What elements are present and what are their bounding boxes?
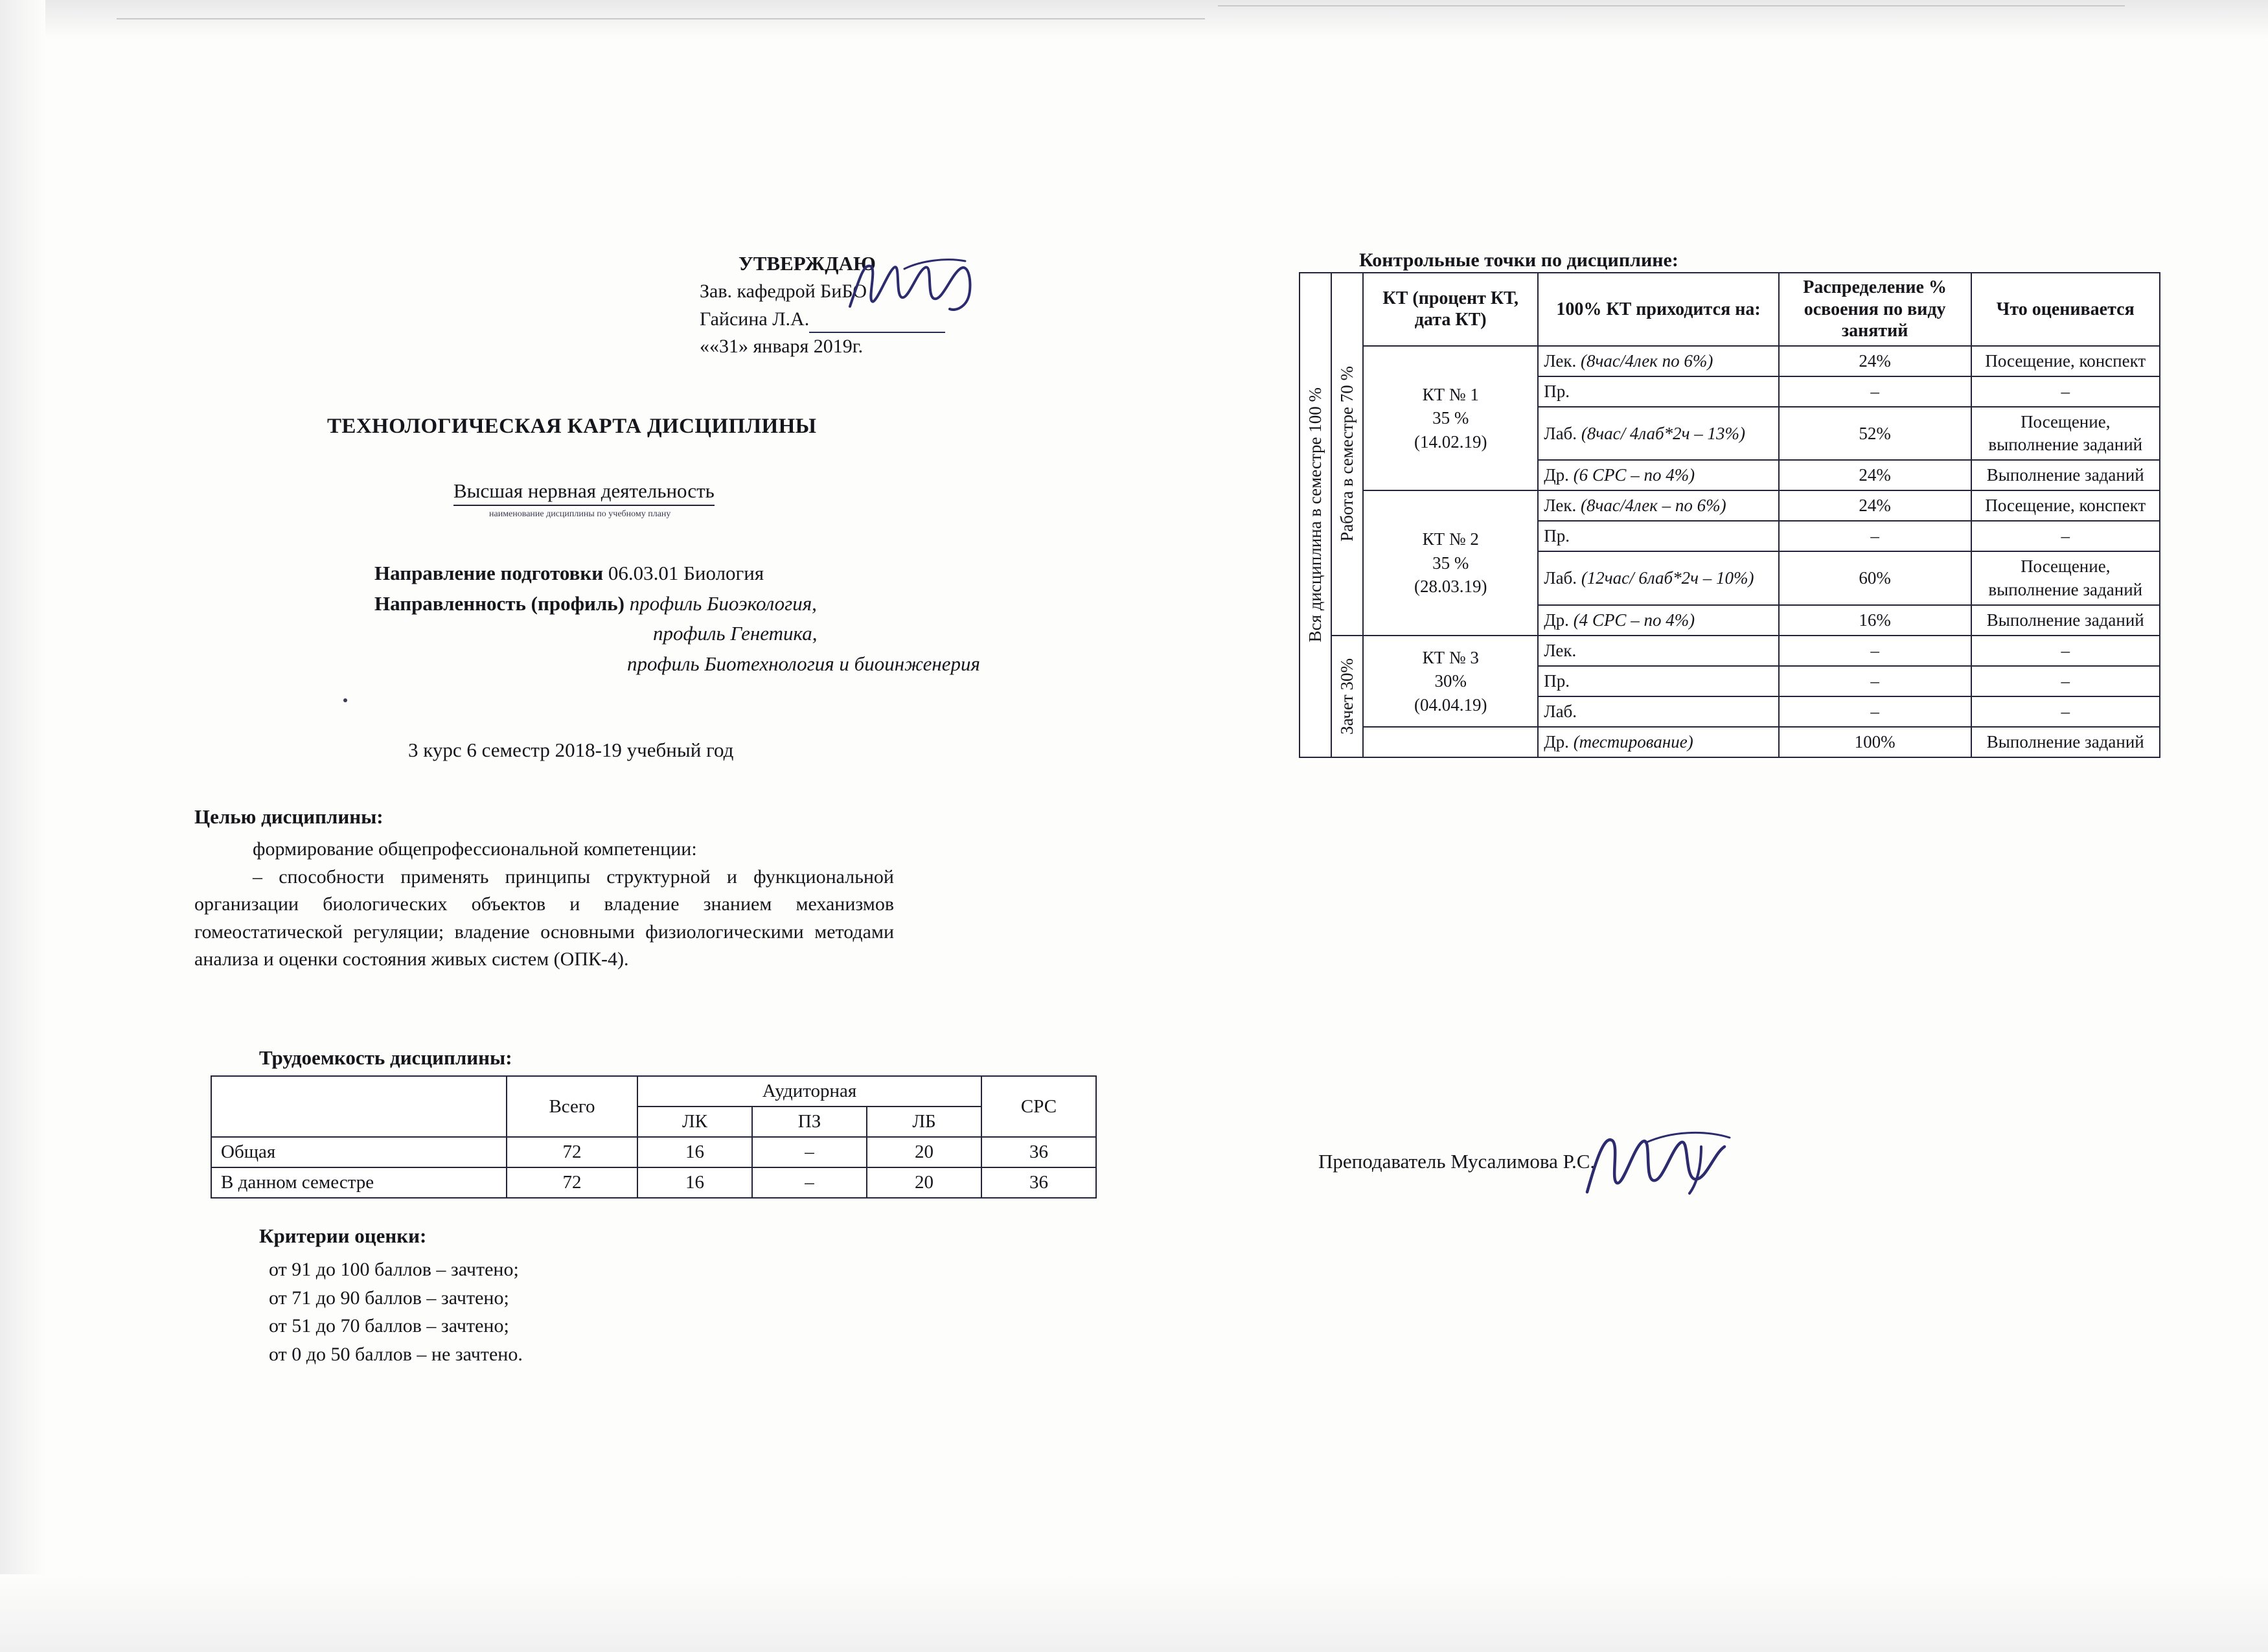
workload-header-lb: ЛБ (867, 1107, 981, 1137)
cp-g1-r0-what: Посещение, конспект (1971, 490, 2160, 521)
workload-table (211, 1075, 1097, 1199)
cp-row-type (1538, 521, 1778, 551)
approval-chair: Зав. кафедрой БиБО (700, 281, 867, 303)
cp-row-type (1538, 376, 1778, 407)
cp-g2-r3-pct: 100% (1779, 727, 1971, 757)
cp-row-type (1538, 407, 1778, 460)
cp-row-type (1538, 605, 1778, 636)
cp-g0-r0-pct: 24% (1779, 346, 1971, 376)
side-label-work-semester: Работа в семестре 70 % (1331, 273, 1363, 636)
program-block (374, 558, 1087, 679)
cp-g0-r0-note: (8час/4лек по 6%) (1581, 350, 1713, 371)
goal-body (194, 836, 894, 974)
cp-g1-r2-note: (12час/ 6лаб*2ч – 10%) (1581, 568, 1754, 588)
cp-g1-r0-pct: 24% (1779, 490, 1971, 521)
approval-name: Гайсина Л.А. (700, 308, 810, 330)
cp-g0-r2-type: Лаб. (1544, 423, 1577, 443)
workload-row-1-pz: – (752, 1167, 867, 1198)
workload-row-0-label: Общая (211, 1137, 507, 1167)
workload-header-pz: ПЗ (752, 1107, 867, 1137)
cp-g0-r2-what: Посещение, выполнение заданий (1971, 407, 2160, 460)
profile-value-2: профиль Генетика, (653, 622, 818, 645)
control-points-table (1299, 272, 2160, 758)
scan-edge-left (0, 0, 45, 1652)
cp-row-type (1538, 490, 1778, 521)
cp-row-type (1538, 551, 1778, 604)
cp-g1-r2-pct: 60% (1779, 551, 1971, 604)
cp-group-0-name: КТ № 1 (1422, 384, 1479, 404)
cp-g1-r1-type: Пр. (1544, 526, 1570, 546)
approval-title: УТВЕРЖДАЮ (739, 252, 876, 275)
approval-signature-line (809, 312, 945, 333)
scan-artifact-line-2 (1218, 5, 2125, 6)
cp-row-type (1538, 636, 1778, 666)
criteria-title: Критерии оценки: (259, 1224, 427, 1247)
workload-row-0-total: 72 (507, 1137, 637, 1167)
workload-header-auditorium: Аудиторная (637, 1076, 981, 1107)
goal-title: Целью дисциплины: (194, 805, 384, 828)
cp-g2-r2-pct: – (1779, 696, 1971, 727)
cp-header-what: Что оценивается (1971, 273, 2160, 346)
cp-group-0-kt (1363, 346, 1538, 490)
cp-g2-r3-what: Выполнение заданий (1971, 727, 2160, 757)
table-row (211, 1137, 1096, 1167)
workload-header-total: Всего (507, 1076, 637, 1137)
table-row (1300, 636, 2160, 666)
cp-group-0-date: (14.02.19) (1414, 431, 1487, 452)
cp-group-1-percent: 35 % (1432, 553, 1469, 573)
workload-row-1-lb: 20 (867, 1167, 981, 1198)
cp-g2-r0-what: – (1971, 636, 2160, 666)
cp-g2-r2-what: – (1971, 696, 2160, 727)
profile-label: Направленность (профиль) (374, 591, 624, 615)
cp-g2-r2-type: Лаб. (1544, 701, 1577, 721)
side-label-all-discipline: Вся дисциплина в семестре 100 % (1300, 273, 1331, 757)
cp-g2-r3-type: Др. (1544, 732, 1569, 751)
table-header-row (211, 1076, 1096, 1107)
cp-row-type (1538, 346, 1778, 376)
cp-g1-r0-note: (8час/4лек – по 6%) (1581, 496, 1726, 516)
workload-row-1-lk: 16 (637, 1167, 752, 1198)
workload-row-0-pz: – (752, 1137, 867, 1167)
scan-edge-bottom (0, 1574, 2268, 1652)
cp-g0-r3-note: (6 СРС – по 4%) (1573, 465, 1695, 485)
table-row (1300, 490, 2160, 521)
workload-row-0-lb: 20 (867, 1137, 981, 1167)
teacher-line: Преподаватель Мусалимова Р.С. (1318, 1150, 1596, 1173)
cp-g1-r1-what: – (1971, 521, 2160, 551)
cp-group-2-date: (04.04.19) (1414, 694, 1487, 715)
approval-date: ««31» января 2019г. (700, 336, 864, 358)
workload-row-0-srs: 36 (981, 1137, 1096, 1167)
cp-g2-r1-pct: – (1779, 666, 1971, 696)
approval-name-row (700, 306, 1037, 334)
workload-row-1-srs: 36 (981, 1167, 1096, 1198)
approval-block (700, 249, 1037, 361)
cp-group-0-percent: 35 % (1432, 408, 1469, 428)
scan-speck (343, 698, 347, 702)
cp-row-type (1538, 727, 1778, 757)
workload-header-srs: СРС (981, 1076, 1096, 1137)
criteria-list (269, 1256, 523, 1368)
cp-group-2-name: КТ № 3 (1422, 647, 1479, 667)
list-item: от 91 до 100 баллов – зачтено; (269, 1259, 519, 1280)
cp-row-type (1538, 460, 1778, 490)
cp-g0-r0-what: Посещение, конспект (1971, 346, 2160, 376)
cp-g1-r3-type: Др. (1544, 610, 1569, 630)
cp-g1-r3-pct: 16% (1779, 605, 1971, 636)
cp-g0-r3-pct: 24% (1779, 460, 1971, 490)
profile-value-3: профиль Биотехнология и биоинженерия (627, 652, 980, 675)
cp-g0-r2-pct: 52% (1779, 407, 1971, 460)
cp-g1-r1-pct: – (1779, 521, 1971, 551)
cp-group-1-date: (28.03.19) (1414, 577, 1487, 597)
cp-g1-r2-type: Лаб. (1544, 568, 1577, 588)
signature-teacher (1574, 1121, 1769, 1205)
profile-value-1: профиль Биоэкология, (629, 591, 817, 615)
cp-g0-r2-note: (8час/ 4лаб*2ч – 13%) (1581, 423, 1745, 443)
workload-header-blank (211, 1076, 507, 1137)
cp-group-1-kt (1363, 490, 1538, 635)
cp-g1-r2-what: Посещение, выполнение заданий (1971, 551, 2160, 604)
goal-paragraph-1: формирование общепрофессиональной компетенции: (253, 838, 697, 860)
cp-g2-r1-what: – (1971, 666, 2160, 696)
cp-group-2-kt-empty (1363, 727, 1538, 757)
goal-paragraph-2: – способности применять принципы структурной и функциональной организации биологических объектов и владение знанием механизмов гомеостатической регуляции; владение основными физиологическими методами анализа и оценки состояния живых систем (ОПК-4). (194, 866, 894, 970)
cp-header-pct: Распределение % освоения по виду занятий (1779, 273, 1971, 346)
cp-g0-r3-what: Выполнение заданий (1971, 460, 2160, 490)
workload-row-1-total: 72 (507, 1167, 637, 1198)
workload-title: Трудоемкость дисциплины: (259, 1046, 512, 1069)
cp-header-type: 100% КТ приходится на: (1538, 273, 1778, 346)
table-row (1300, 727, 2160, 757)
scan-artifact-line (117, 18, 1205, 19)
cp-g0-r3-type: Др. (1544, 465, 1569, 485)
list-item: от 0 до 50 баллов – не зачтено. (269, 1343, 523, 1365)
cp-g2-r0-pct: – (1779, 636, 1971, 666)
cp-g1-r3-what: Выполнение заданий (1971, 605, 2160, 636)
cp-g2-r0-type: Лек. (1544, 640, 1577, 660)
course-line: 3 курс 6 семестр 2018-19 учебный год (408, 739, 734, 761)
cp-g0-r1-what: – (1971, 376, 2160, 407)
side-label-zachet: Зачет 30% (1331, 636, 1363, 757)
table-header-row (1300, 273, 2160, 346)
cp-row-type (1538, 666, 1778, 696)
workload-header-lk: ЛК (637, 1107, 752, 1137)
discipline-caption: наименование дисциплины по учебному плану (489, 509, 671, 519)
cp-row-type (1538, 696, 1778, 727)
cp-g0-r1-pct: – (1779, 376, 1971, 407)
control-points-title: Контрольные точки по дисциплине: (1359, 249, 1678, 271)
napravlenie-label: Направление подготовки (374, 562, 604, 584)
cp-g0-r1-type: Пр. (1544, 381, 1570, 401)
cp-group-2-percent: 30% (1434, 671, 1467, 691)
workload-row-0-lk: 16 (637, 1137, 752, 1167)
page-title: ТЕХНОЛОГИЧЕСКАЯ КАРТА ДИСЦИПЛИНЫ (327, 415, 817, 438)
cp-g2-r3-note: (тестирование) (1573, 732, 1693, 751)
cp-header-kt: КТ (процент КТ, дата КТ) (1363, 273, 1538, 346)
cp-group-2-kt (1363, 636, 1538, 727)
workload-row-1-label: В данном семестре (211, 1167, 507, 1198)
table-row (211, 1167, 1096, 1198)
cp-g2-r1-type: Пр. (1544, 671, 1570, 691)
table-row (1300, 346, 2160, 376)
cp-g1-r3-note: (4 СРС – по 4%) (1573, 610, 1695, 630)
cp-group-1-name: КТ № 2 (1422, 529, 1479, 549)
cp-g0-r0-type: Лек. (1544, 350, 1577, 371)
list-item: от 71 до 90 баллов – зачтено; (269, 1287, 509, 1309)
discipline-name: Высшая нервная деятельность (453, 479, 715, 506)
cp-g1-r0-type: Лек. (1544, 496, 1577, 516)
napravlenie-value: 06.03.01 Биология (608, 562, 764, 584)
list-item: от 51 до 70 баллов – зачтено; (269, 1315, 509, 1337)
